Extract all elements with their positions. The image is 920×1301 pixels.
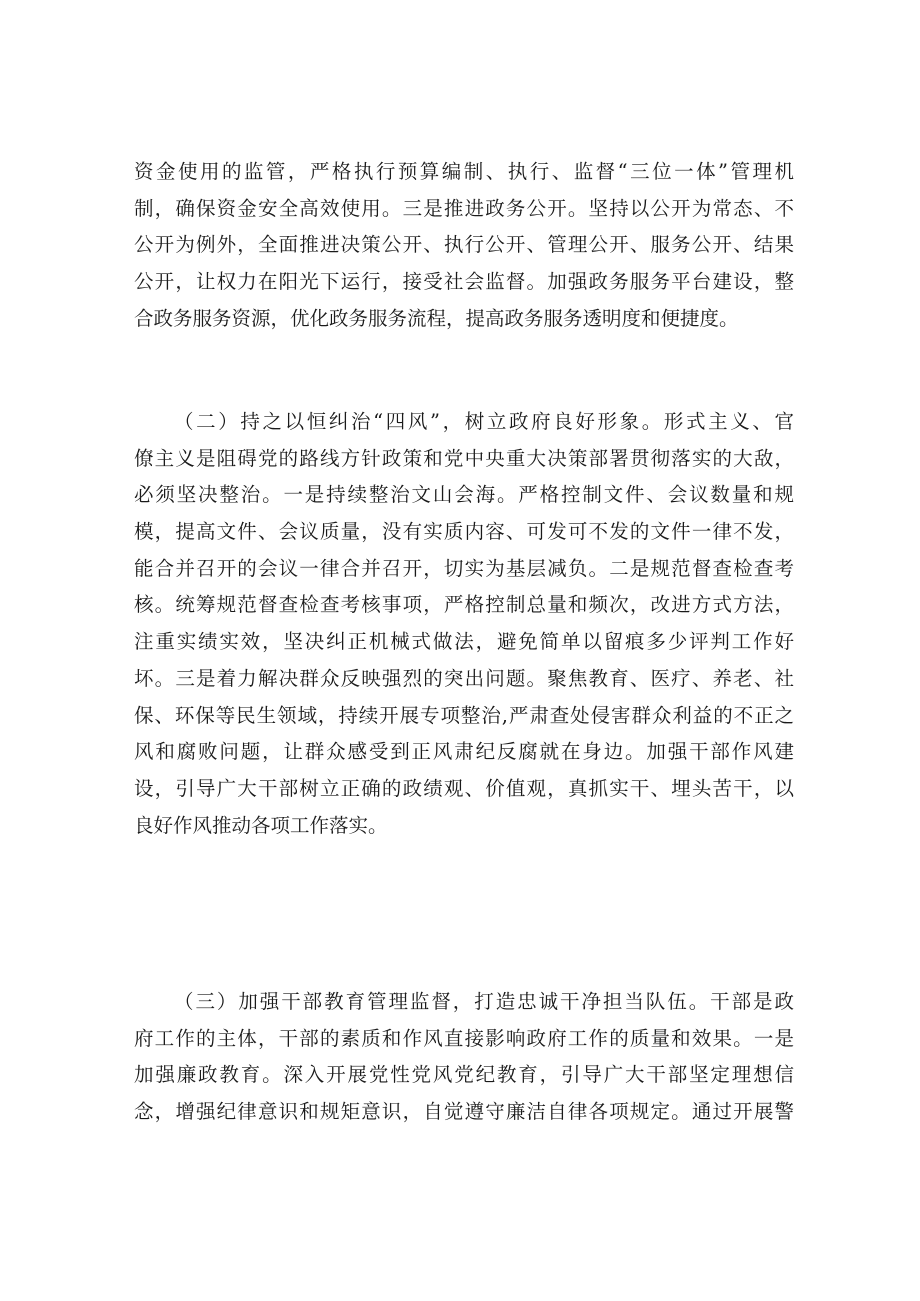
paragraph-2-line-3: 必须坚决整治。一是持续整治文山会海。严格控制文件、会议数量和规 xyxy=(134,483,794,507)
paragraph-2-line-5: 能合并召开的会议一律合并召开，切实为基层减负。二是规范督查检查考 xyxy=(134,556,794,580)
paragraph-2-line-4: 模，提高文件、会议质量，没有实质内容、可发可不发的文件一律不发， xyxy=(134,520,794,544)
paragraph-3-line-2: 府工作的主体，干部的素质和作风直接影响政府工作的质量和效果。一是 xyxy=(134,1026,794,1050)
paragraph-2-line-1: （二）持之以恒纠治“四风”，树立政府良好形象。形式主义、官 xyxy=(174,410,794,433)
paragraph-2-line-9: 保、环保等民生领域，持续开展专项整治,严肃查处侵害群众利益的不正之 xyxy=(134,703,794,727)
paragraph-3-line-1: （三）加强干部教育管理监督，打造忠诚干净担当队伍。干部是政 xyxy=(174,990,794,1013)
paragraph-2-line-6: 核。统筹规范督查检查考核事项，严格控制总量和频次，改进方式方法， xyxy=(134,593,794,617)
paragraph-2-line-8: 坏。三是着力解决群众反映强烈的突出问题。聚焦教育、医疗、养老、社 xyxy=(134,666,794,690)
paragraph-3 xyxy=(134,984,794,1131)
paragraph-3-line-3: 加强廉政教育。深入开展党性党风党纪教育，引导广大干部坚定理想信 xyxy=(134,1063,794,1087)
paragraph-2-line-12: 良好作风推动各项工作落实。 xyxy=(134,813,388,837)
paragraph-2 xyxy=(134,404,794,844)
paragraph-3-line-4: 念，增强纪律意识和规矩意识，自觉遵守廉洁自律各项规定。通过开展警 xyxy=(134,1100,794,1124)
paragraph-1-line-5: 合政务服务资源，优化政务服务流程，提高政务服务透明度和便捷度。 xyxy=(134,306,739,330)
paragraph-1-line-2: 制，确保资金安全高效使用。三是推进政务公开。坚持以公开为常态、不 xyxy=(134,196,794,220)
paragraph-1-line-4: 公开，让权力在阳光下运行，接受社会监督。加强政务服务平台建设，整 xyxy=(134,270,794,294)
paragraph-1 xyxy=(134,154,794,337)
paragraph-2-line-7: 注重实绩实效，坚决纠正机械式做法，避免简单以留痕多少评判工作好 xyxy=(134,630,794,654)
paragraph-2-line-2: 僚主义是阻碍党的路线方针政策和党中央重大决策部署贯彻落实的大敌， xyxy=(134,446,794,470)
paragraph-2-line-11: 设，引导广大干部树立正确的政绩观、价值观，真抓实干、埋头苦干，以 xyxy=(134,776,794,800)
paragraph-1-line-3: 公开为例外，全面推进决策公开、执行公开、管理公开、服务公开、结果 xyxy=(134,233,794,257)
paragraph-1-line-1: 资金使用的监管，严格执行预算编制、执行、监督“三位一体”管理机 xyxy=(134,160,794,183)
paragraph-2-line-10: 风和腐败问题，让群众感受到正风肃纪反腐就在身边。加强干部作风建 xyxy=(134,740,794,764)
